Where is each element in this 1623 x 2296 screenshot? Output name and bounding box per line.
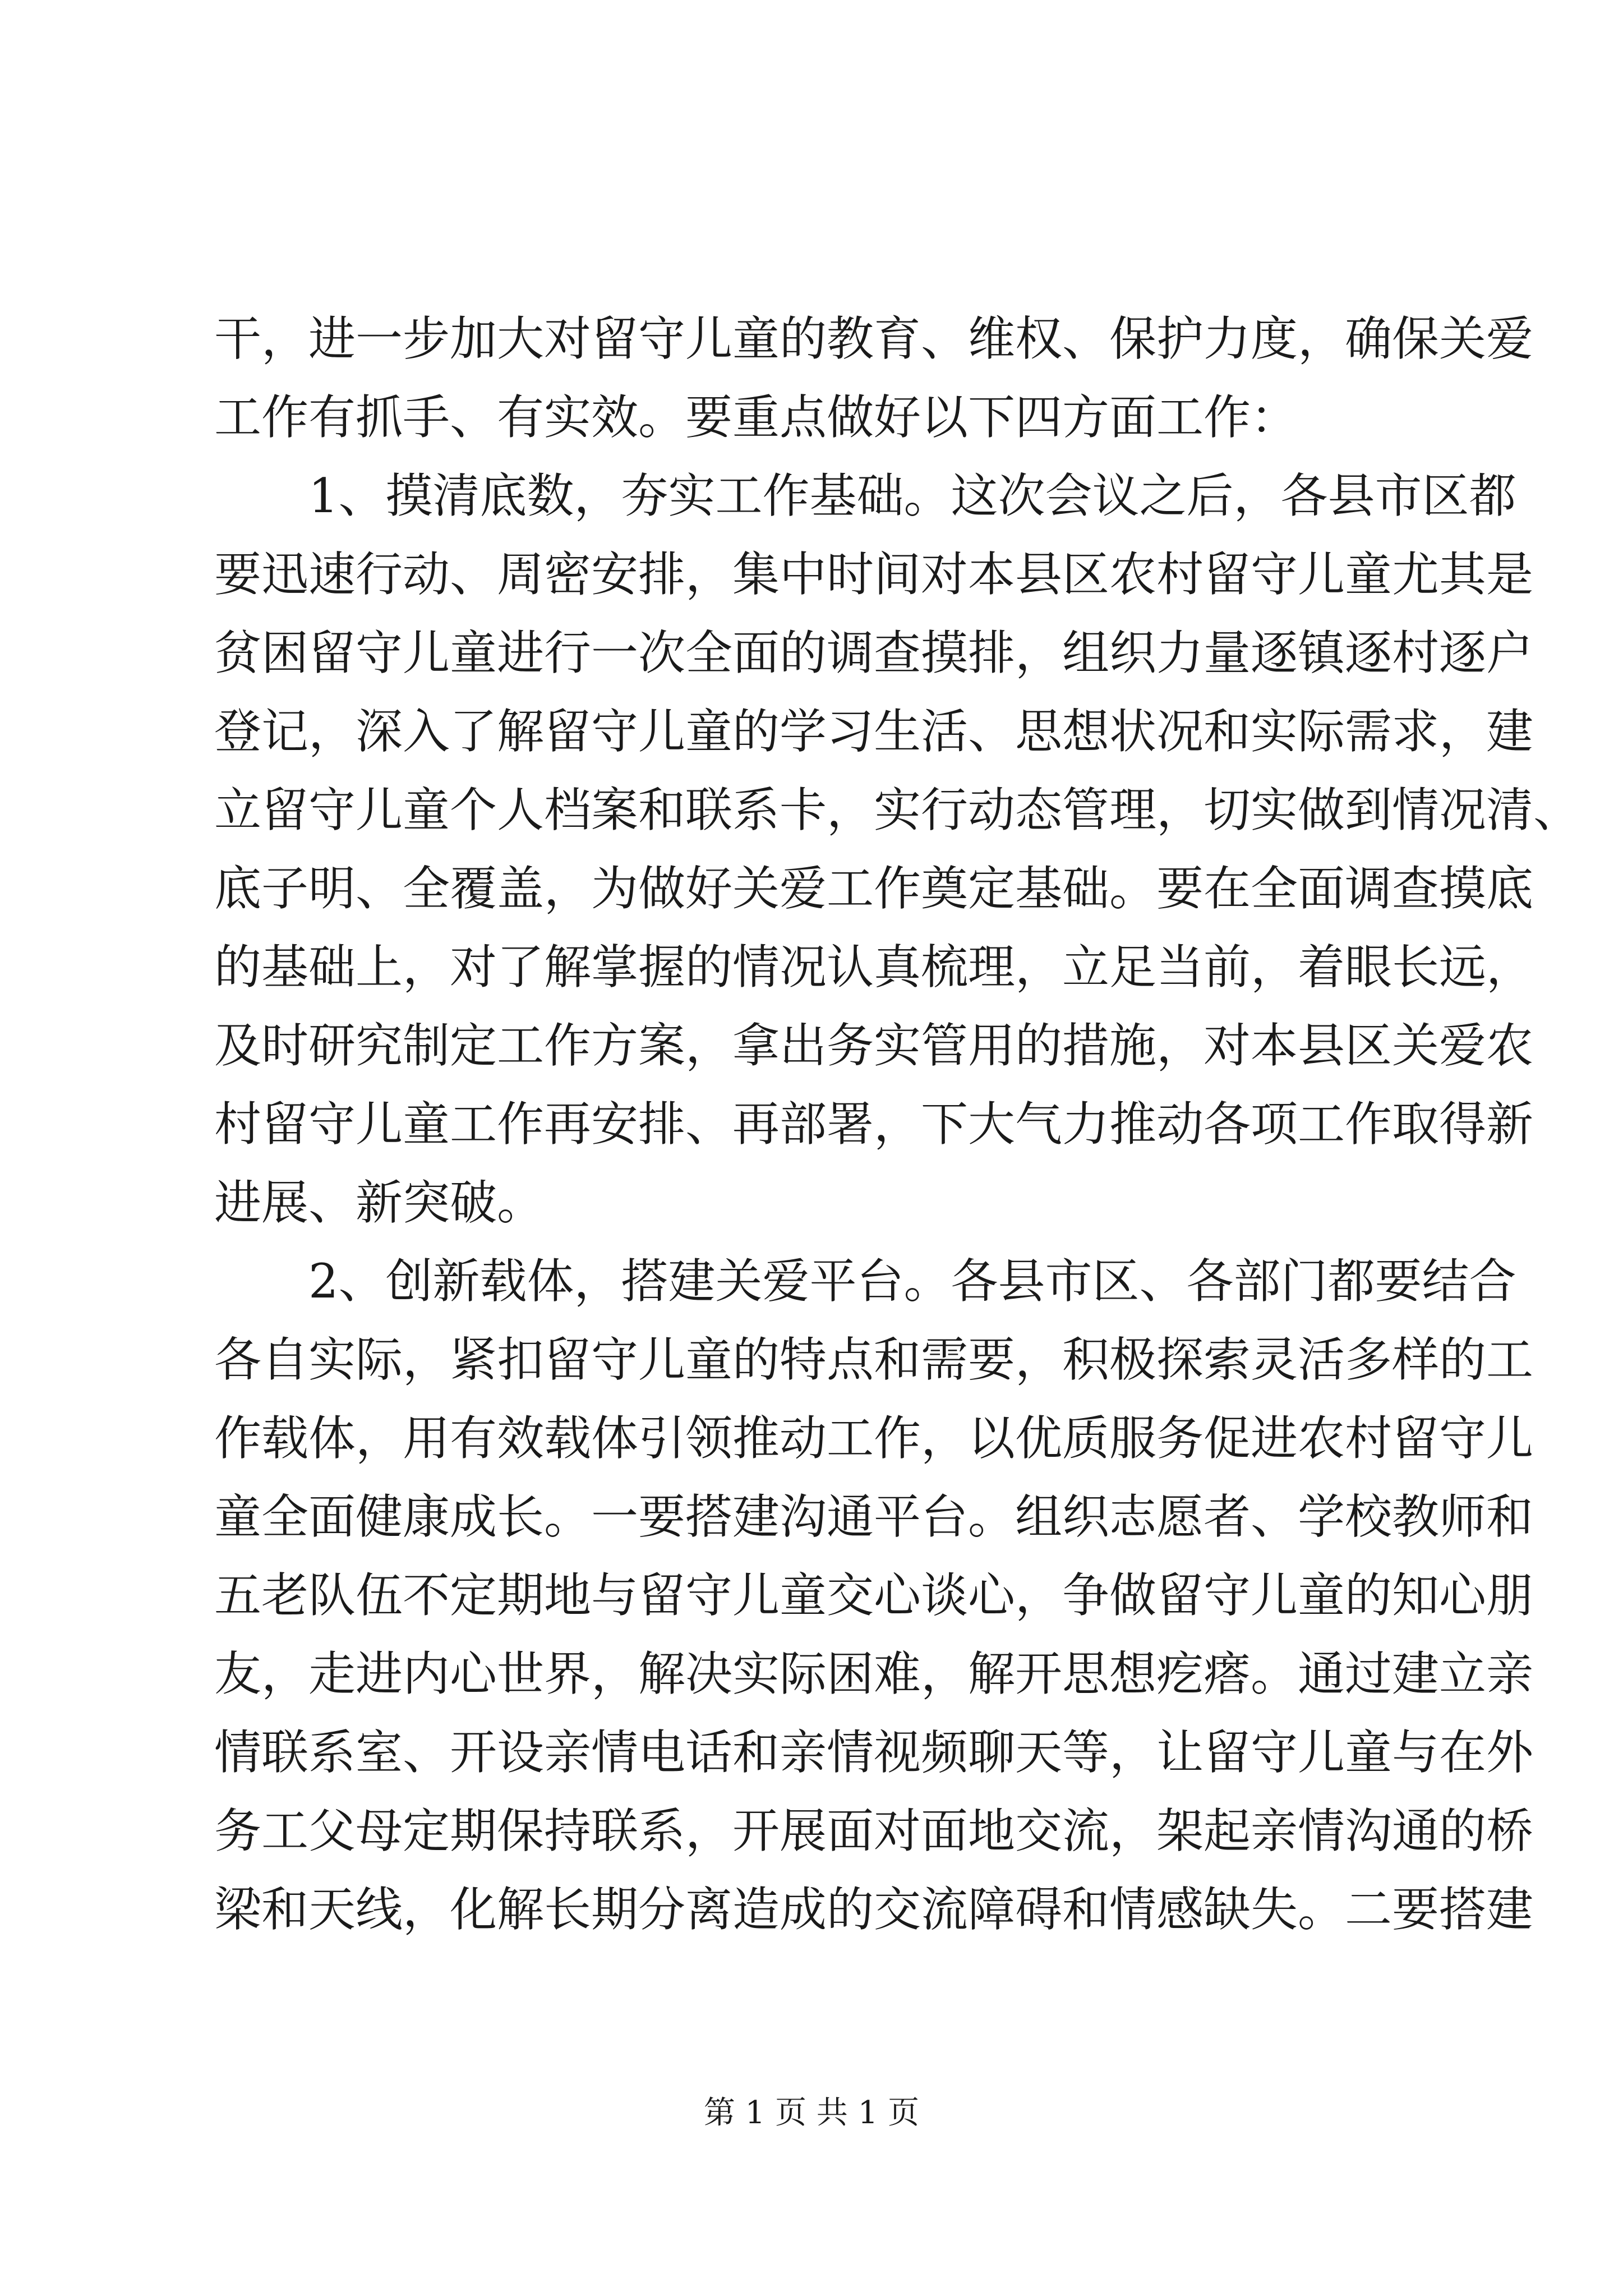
text-line: 进展、新突破。 (214, 1175, 545, 1230)
text-line: 的基础上，对了解掌握的情况认真梳理，立足当前，着眼长远， (214, 940, 1534, 995)
text-line: 贫困留守儿童进行一次全面的调查摸排，组织力量逐镇逐村逐户 (214, 625, 1534, 680)
text-line: 登记，深入了解留守儿童的学习生活、思想状况和实际需求，建 (214, 704, 1534, 759)
text-line: 立留守儿童个人档案和联系卡，实行动态管理，切实做到情况清、 (214, 783, 1581, 838)
page-number-footer: 第 1 页 共 1 页 (703, 2095, 920, 2131)
text-line: 及时研究制定工作方案，拿出务实管用的措施，对本县区关爱农 (214, 1018, 1534, 1073)
paragraph-2-first-line: 2、创新载体，搭建关爱平台。各县市区、各部门都要结合 (308, 1254, 1516, 1309)
text-line: 干，进一步加大对留守儿童的教育、维权、保护力度，确保关爱 (214, 311, 1534, 366)
text-line: 童全面健康成长。一要搭建沟通平台。组织志愿者、学校教师和 (214, 1489, 1534, 1544)
text-line: 要迅速行动、周密安排，集中时间对本县区农村留守儿童尤其是 (214, 547, 1534, 602)
text-line: 各自实际，紧扣留守儿童的特点和需要，积极探索灵活多样的工 (214, 1332, 1534, 1387)
text-line: 工作有抓手、有实效。要重点做好以下四方面工作： (214, 390, 1298, 445)
text-line: 底子明、全覆盖，为做好关爱工作奠定基础。要在全面调查摸底 (214, 861, 1534, 916)
text-line: 务工父母定期保持联系，开展面对面地交流，架起亲情沟通的桥 (214, 1803, 1534, 1858)
text-line: 友，走进内心世界，解决实际困难，解开思想疙瘩。通过建立亲 (214, 1646, 1534, 1701)
text-line: 情联系室、开设亲情电话和亲情视频聊天等，让留守儿童与在外 (214, 1725, 1534, 1780)
paragraph-1-first-line: 1、摸清底数，夯实工作基础。这次会议之后，各县市区都 (308, 468, 1516, 523)
text-line: 村留守儿童工作再安排、再部署，下大气力推动各项工作取得新 (214, 1097, 1534, 1152)
text-line: 梁和天线，化解长期分离造成的交流障碍和情感缺失。二要搭建 (214, 1882, 1534, 1937)
text-line: 作载体，用有效载体引领推动工作，以优质服务促进农村留守儿 (214, 1411, 1534, 1466)
text-line: 五老队伍不定期地与留守儿童交心谈心，争做留守儿童的知心朋 (214, 1568, 1534, 1623)
